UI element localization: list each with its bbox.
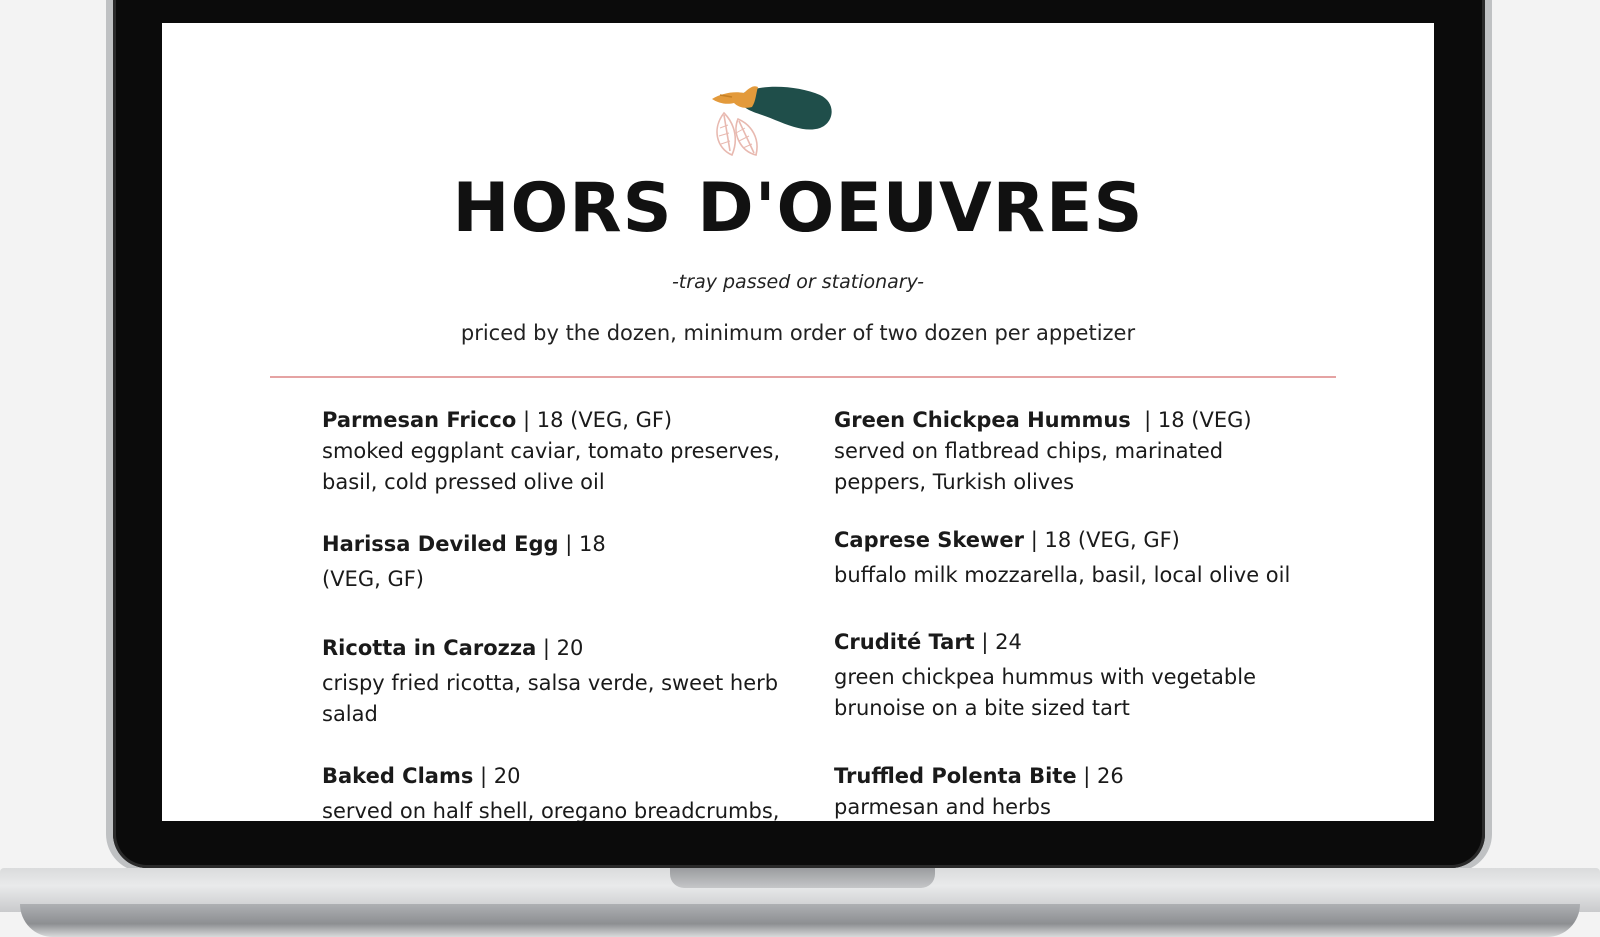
menu-item [834, 761, 1314, 821]
menu-item-price: | 20 [473, 764, 521, 788]
menu-item-name: Truffled Polenta Bite [834, 764, 1077, 788]
menu-item-name: Parmesan Fricco [322, 408, 517, 432]
menu-item-price: | 18 [558, 532, 606, 556]
menu-subtitle: -tray passed or stationary- [671, 271, 925, 293]
menu-item-name: Baked Clams [322, 764, 474, 788]
menu-title: HORS D'OEUVRES [452, 169, 1144, 248]
menu-item [834, 627, 1314, 724]
menu-item-name: Harissa Deviled Egg [322, 532, 559, 556]
section-divider [270, 376, 1336, 378]
laptop-base-bottom [20, 904, 1580, 937]
laptop-hinge-notch [670, 868, 935, 888]
menu-item-description: (VEG, GF) [322, 567, 424, 591]
menu-item-description: served on flatbread chips, marinated peppers, Turkish olives [834, 439, 1224, 494]
menu-item [322, 529, 802, 595]
menu-item-name: Ricotta in Carozza [322, 636, 537, 660]
menu-item-price: | 24 [974, 630, 1022, 654]
menu-item-description: green chickpea hummus with vegetable brunoise on a bite sized tart [834, 665, 1256, 720]
menu-item-description: buffalo milk mozzarella, basil, local olive oil [834, 563, 1291, 587]
menu-item-description: smoked eggplant caviar, tomato preserves, basil, cold pressed olive oil [322, 439, 780, 494]
laptop-screen [162, 23, 1434, 821]
menu-item [834, 525, 1314, 591]
pricing-note: priced by the dozen, minimum order of two dozen per appetizer [460, 321, 1136, 345]
menu-item-name: Caprese Skewer [834, 528, 1025, 552]
menu-item-price: | 18 (VEG) [1130, 408, 1252, 432]
menu-item-price: | 18 (VEG, GF) [516, 408, 673, 432]
menu-item-price: | 26 [1076, 764, 1124, 788]
menu-item-description: served on half shell, oregano breadcrumbs, [322, 799, 780, 821]
menu-item [322, 633, 802, 730]
menu-item [322, 405, 802, 498]
menu-item-name: Crudité Tart [834, 630, 975, 654]
menu-item-price: | 20 [536, 636, 584, 660]
menu-item-description: parmesan and herbs [834, 795, 1051, 819]
menu-item [834, 405, 1314, 498]
menu-item-name: Green Chickpea Hummus [834, 408, 1131, 432]
eggplant-icon [702, 73, 852, 163]
menu-item-description: crispy fried ricotta, salsa verde, sweet herb salad [322, 671, 779, 726]
menu-item-price: | 18 (VEG, GF) [1024, 528, 1180, 552]
menu-item [322, 761, 802, 821]
